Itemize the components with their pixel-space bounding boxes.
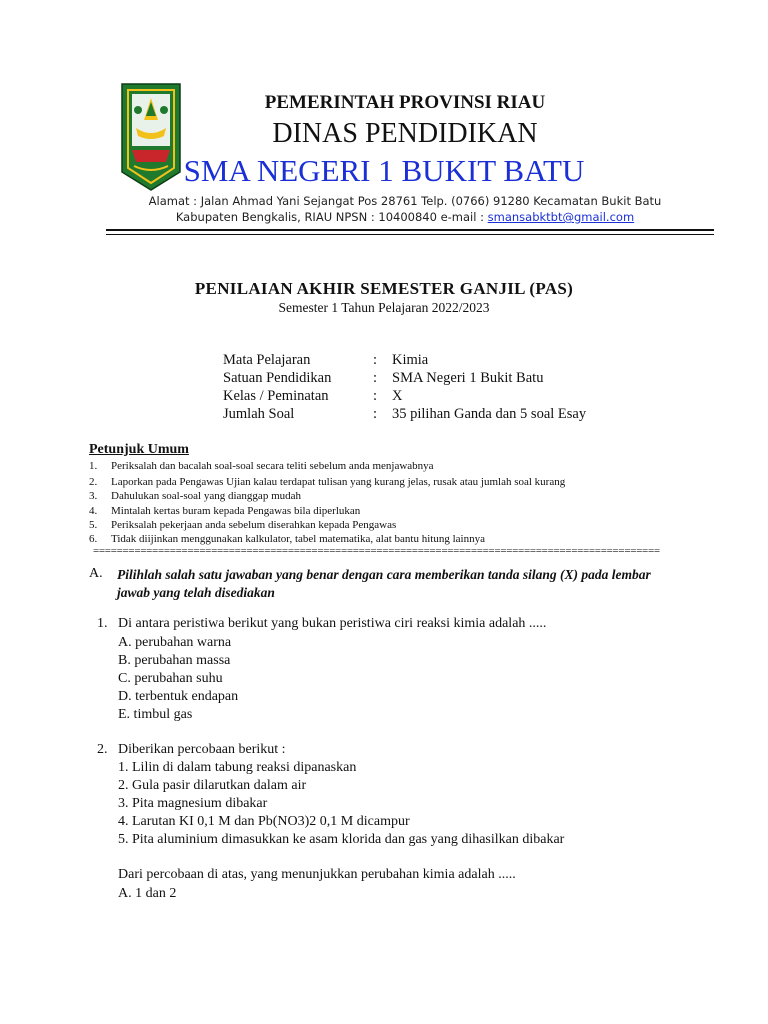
instruction-number: 4. — [89, 505, 98, 517]
question-number: 1. — [97, 616, 108, 631]
instruction-text: Dahulukan soal-soal yang dianggap mudah — [111, 490, 302, 502]
info-label: Kelas / Peminatan — [223, 388, 329, 404]
section-a-letter: A. — [89, 566, 103, 581]
info-label: Satuan Pendidikan — [223, 370, 332, 386]
instruction-text: Laporkan pada Pengawas Ujian kalau terdapat tulisan yang kurang jelas, rusak atau jumlah soal kurang — [111, 476, 566, 488]
experiment-item: 2. Gula pasir dilarutkan dalam air — [118, 778, 307, 793]
instruction-number: 5. — [89, 519, 98, 531]
answer-option: B. perubahan massa — [118, 653, 231, 668]
exam-subtitle: Semester 1 Tahun Pelajaran 2022/2023 — [278, 300, 490, 315]
question-number: 2. — [97, 742, 108, 757]
info-label: Jumlah Soal — [223, 406, 295, 422]
email-link[interactable]: smansabktbt@gmail.com — [487, 210, 635, 224]
answer-option: A. perubahan warna — [118, 635, 232, 650]
section-a-instruction: Pilihlah salah satu jawaban yang benar dengan cara memberikan tanda silang (X) pada lembar jawab yang telah disediakan — [117, 567, 651, 600]
info-value: Kimia — [392, 352, 429, 368]
experiment-item: 1. Lilin di dalam tabung reaksi dipanaskan — [118, 760, 357, 775]
instruction-number: 1. — [89, 460, 98, 472]
instructions-heading: Petunjuk Umum — [89, 442, 189, 457]
instruction-text: Mintalah kertas buram kepada Pengawas bila diperlukan — [111, 505, 361, 517]
government-name: PEMERINTAH PROVINSI RIAU — [264, 92, 546, 113]
instruction-number: 2. — [89, 476, 98, 488]
info-colon: : — [373, 370, 378, 386]
experiment-item: 4. Larutan KI 0,1 M dan Pb(NO3)2 0,1 M dicampur — [118, 814, 410, 829]
address-line-2 — [0, 210, 768, 224]
address-line-1: Alamat : Jalan Ahmad Yani Sejangat Pos 28761 Telp. (0766) 91280 Kecamatan Bukit Batu — [148, 194, 662, 208]
info-value: SMA Negeri 1 Bukit Batu — [392, 370, 544, 386]
instruction-number: 6. — [89, 533, 98, 545]
question-text: Diberikan percobaan berikut : — [118, 742, 286, 757]
instruction-number: 3. — [89, 490, 98, 502]
question-text: Di antara peristiwa berikut yang bukan peristiwa ciri reaksi kimia adalah ..... — [118, 616, 547, 631]
experiment-item: 3. Pita magnesium dibakar — [118, 796, 268, 811]
school-name: SMA NEGERI 1 BUKIT BATU — [183, 153, 585, 188]
info-colon: : — [373, 352, 378, 368]
section-divider: ================================================================================================ — [93, 545, 660, 557]
question-prompt: Dari percobaan di atas, yang menunjukkan perubahan kimia adalah ..... — [118, 867, 516, 882]
info-value: X — [392, 388, 403, 404]
answer-option: E. timbul gas — [118, 707, 193, 722]
answer-option: C. perubahan suhu — [118, 671, 223, 686]
instruction-text: Periksalah dan bacalah soal-soal secara teliti sebelum anda menjawabnya — [111, 460, 434, 472]
letterhead-rule-thin — [106, 234, 714, 235]
experiment-item: 5. Pita aluminium dimasukkan ke asam klorida dan gas yang dihasilkan dibakar — [118, 832, 565, 847]
instruction-text: Periksalah pekerjaan anda sebelum diserahkan kepada Pengawas — [111, 519, 397, 531]
info-colon: : — [373, 406, 378, 422]
answer-option: D. terbentuk endapan — [118, 689, 239, 704]
info-colon: : — [373, 388, 378, 404]
exam-title: PENILAIAN AKHIR SEMESTER GANJIL (PAS) — [194, 279, 574, 298]
letterhead-rule-thick — [106, 229, 714, 231]
info-label: Mata Pelajaran — [223, 352, 311, 368]
address-line-2-text: Kabupaten Bengkalis, RIAU NPSN : 10400840 e-mail : — [175, 210, 488, 224]
instruction-text: Tidak diijinkan menggunakan kalkulator, tabel matematika, alat bantu hitung lainnya — [111, 533, 485, 545]
agency-name: DINAS PENDIDIKAN — [272, 118, 538, 149]
info-value: 35 pilihan Ganda dan 5 soal Esay — [392, 406, 587, 422]
answer-option: A. 1 dan 2 — [118, 886, 177, 901]
